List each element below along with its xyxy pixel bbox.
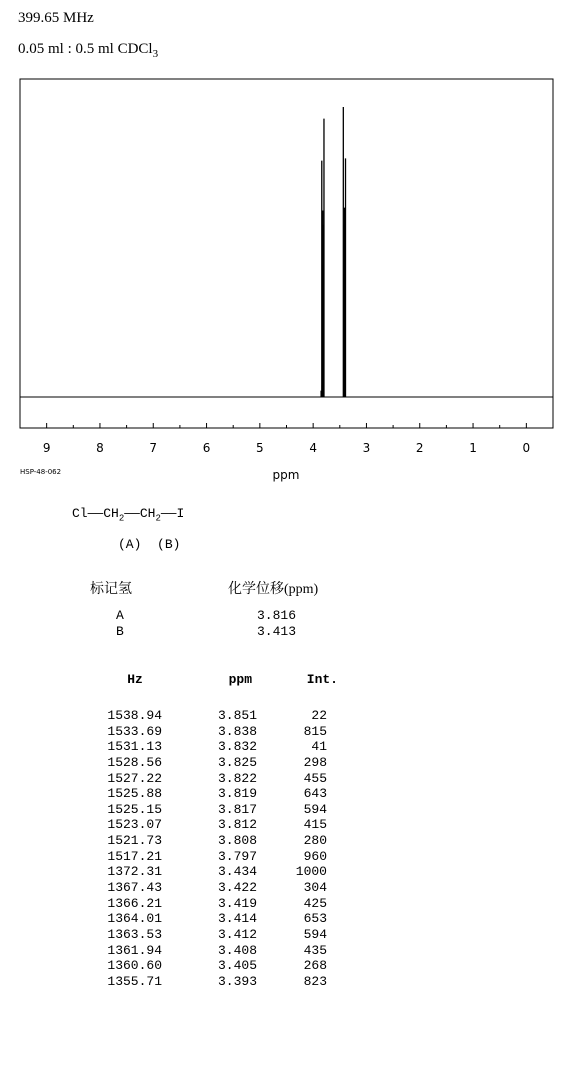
ppm-cell: 3.414: [217, 911, 257, 927]
hz-cell: 1517.21: [107, 848, 162, 864]
chemical-shift-table: [90, 578, 318, 640]
atom-ch-a: CH: [103, 506, 119, 521]
table-row: [100, 771, 338, 787]
int-cell: 960: [303, 848, 327, 864]
atom-ch-b-sub: 2: [155, 513, 161, 524]
solvent-text: 0.05 ml : 0.5 ml CDCl: [18, 41, 153, 57]
table-row: [100, 880, 338, 896]
peak-lines: [321, 107, 345, 397]
int-cell: 298: [303, 754, 327, 770]
x-tick-label: 5: [256, 441, 264, 455]
int-cell: 268: [303, 958, 327, 974]
atom-i: I: [176, 506, 185, 521]
plot-frame: [20, 79, 553, 428]
table-row: [100, 724, 338, 740]
table-row: [100, 739, 338, 755]
table-row: [100, 896, 338, 912]
table-row: [100, 708, 338, 724]
hz-header: Hz: [127, 672, 143, 687]
ppm-cell: 3.851: [217, 708, 257, 723]
ppm-cell: 3.405: [217, 958, 257, 974]
ppm-cell: 3.825: [217, 754, 257, 770]
nmr-spectrum-chart: [0, 0, 570, 490]
ppm-cell: 3.832: [217, 739, 257, 755]
table-row: [100, 943, 338, 959]
shift-table-header: [90, 578, 318, 598]
hz-cell: 1366.21: [107, 895, 162, 911]
x-tick-label: 4: [309, 441, 317, 455]
table-row: [100, 958, 338, 974]
table-row: [100, 817, 338, 833]
int-cell: 643: [303, 786, 327, 802]
int-cell: 41: [311, 739, 327, 755]
table-row: [100, 927, 338, 943]
peak-table-header: [100, 672, 338, 692]
int-cell: 455: [303, 770, 327, 786]
x-tick-label: 6: [202, 441, 211, 455]
ppm-cell: 3.812: [217, 817, 257, 833]
molecule-structure: [72, 506, 184, 524]
int-cell: 823: [303, 973, 327, 989]
hz-cell: 1355.71: [107, 973, 162, 989]
hz-cell: 1531.13: [107, 739, 162, 755]
shift-label: B: [116, 624, 124, 639]
ppm-header: ppm: [228, 672, 252, 687]
x-tick-label: 9: [42, 441, 51, 455]
int-cell: 425: [303, 895, 327, 911]
ppm-cell: 3.412: [217, 926, 257, 942]
peak-list-table: [100, 672, 338, 990]
hz-cell: 1538.94: [107, 708, 162, 723]
table-row: [100, 849, 338, 865]
atom-cl: Cl: [72, 506, 88, 521]
atom-ch-a-sub: 2: [118, 513, 125, 524]
ppm-cell: 3.822: [217, 770, 257, 786]
hz-cell: 1521.73: [107, 833, 162, 849]
int-header: Int.: [306, 672, 338, 687]
ppm-cell: 3.808: [217, 833, 257, 849]
x-tick-label: 1: [469, 441, 477, 455]
x-tick-label: 8: [96, 441, 104, 455]
shift-row: [90, 608, 318, 624]
table-row: [100, 911, 338, 927]
table-row: [100, 802, 338, 818]
hz-cell: 1525.88: [107, 786, 162, 802]
table-row: [100, 755, 338, 771]
hz-cell: 1361.94: [107, 942, 162, 958]
x-tick-label: 3: [362, 441, 371, 455]
int-cell: 653: [303, 911, 327, 927]
int-cell: 280: [303, 833, 327, 849]
x-axis-label: ppm: [272, 468, 300, 482]
hz-cell: 1372.31: [107, 864, 162, 880]
structure-formula: $Cl——CH_2——CH_2——I$: [72, 506, 185, 524]
spectrum-code: HSP-48-062: [20, 468, 62, 476]
hz-cell: 1533.69: [107, 723, 162, 739]
atom-ch-b: CH: [139, 506, 156, 521]
ppm-cell: 3.393: [217, 973, 257, 989]
hz-cell: 1525.15: [107, 801, 162, 817]
hz-cell: 1523.07: [107, 817, 162, 833]
ppm-cell: 3.408: [217, 942, 257, 958]
x-tick-label: 2: [415, 441, 424, 455]
x-tick-label: 0: [522, 441, 531, 455]
table-row: [100, 833, 338, 849]
table-row: [100, 786, 338, 802]
shift-value: 3.413: [257, 624, 297, 639]
table-row: [100, 864, 338, 880]
ppm-cell: 3.817: [217, 801, 257, 817]
peak-rows: [100, 708, 338, 990]
ppm-cell: 3.819: [217, 786, 257, 802]
ppm-cell: 3.422: [217, 880, 257, 896]
shift-value: 3.816: [257, 608, 297, 623]
ppm-cell: 3.797: [217, 848, 257, 864]
spectrometer-frequency: 399.65 MHz: [18, 10, 94, 26]
shift-row: [90, 624, 318, 640]
col-label-header: 标记氢: [90, 582, 132, 597]
col-shift-header: 化学位移(ppm): [228, 582, 319, 597]
int-cell: 594: [303, 926, 327, 942]
hz-cell: 1367.43: [107, 880, 162, 896]
x-tick-label: 7: [149, 441, 158, 455]
ppm-cell: 3.419: [217, 895, 257, 911]
int-cell: 815: [303, 723, 327, 739]
int-cell: 594: [303, 801, 327, 817]
label-b: (B): [157, 537, 181, 552]
ppm-cell: 3.434: [217, 864, 257, 880]
label-a: (A): [118, 537, 142, 552]
structure-labels: [118, 537, 180, 552]
int-cell: 435: [303, 942, 327, 958]
int-cell: 415: [303, 817, 327, 833]
solvent-subscript: 3: [152, 48, 159, 60]
x-axis-ticks: [20, 423, 553, 455]
shift-label: A: [116, 608, 124, 623]
hz-cell: 1528.56: [107, 754, 162, 770]
int-cell: 1000: [295, 864, 327, 880]
int-cell: 22: [311, 708, 327, 723]
int-cell: 304: [303, 880, 327, 896]
hz-cell: 1360.60: [107, 958, 162, 974]
ppm-cell: 3.838: [217, 723, 257, 739]
table-row: [100, 974, 338, 990]
hz-cell: 1527.22: [107, 770, 162, 786]
hz-cell: 1364.01: [107, 911, 162, 927]
hz-cell: 1363.53: [107, 926, 162, 942]
